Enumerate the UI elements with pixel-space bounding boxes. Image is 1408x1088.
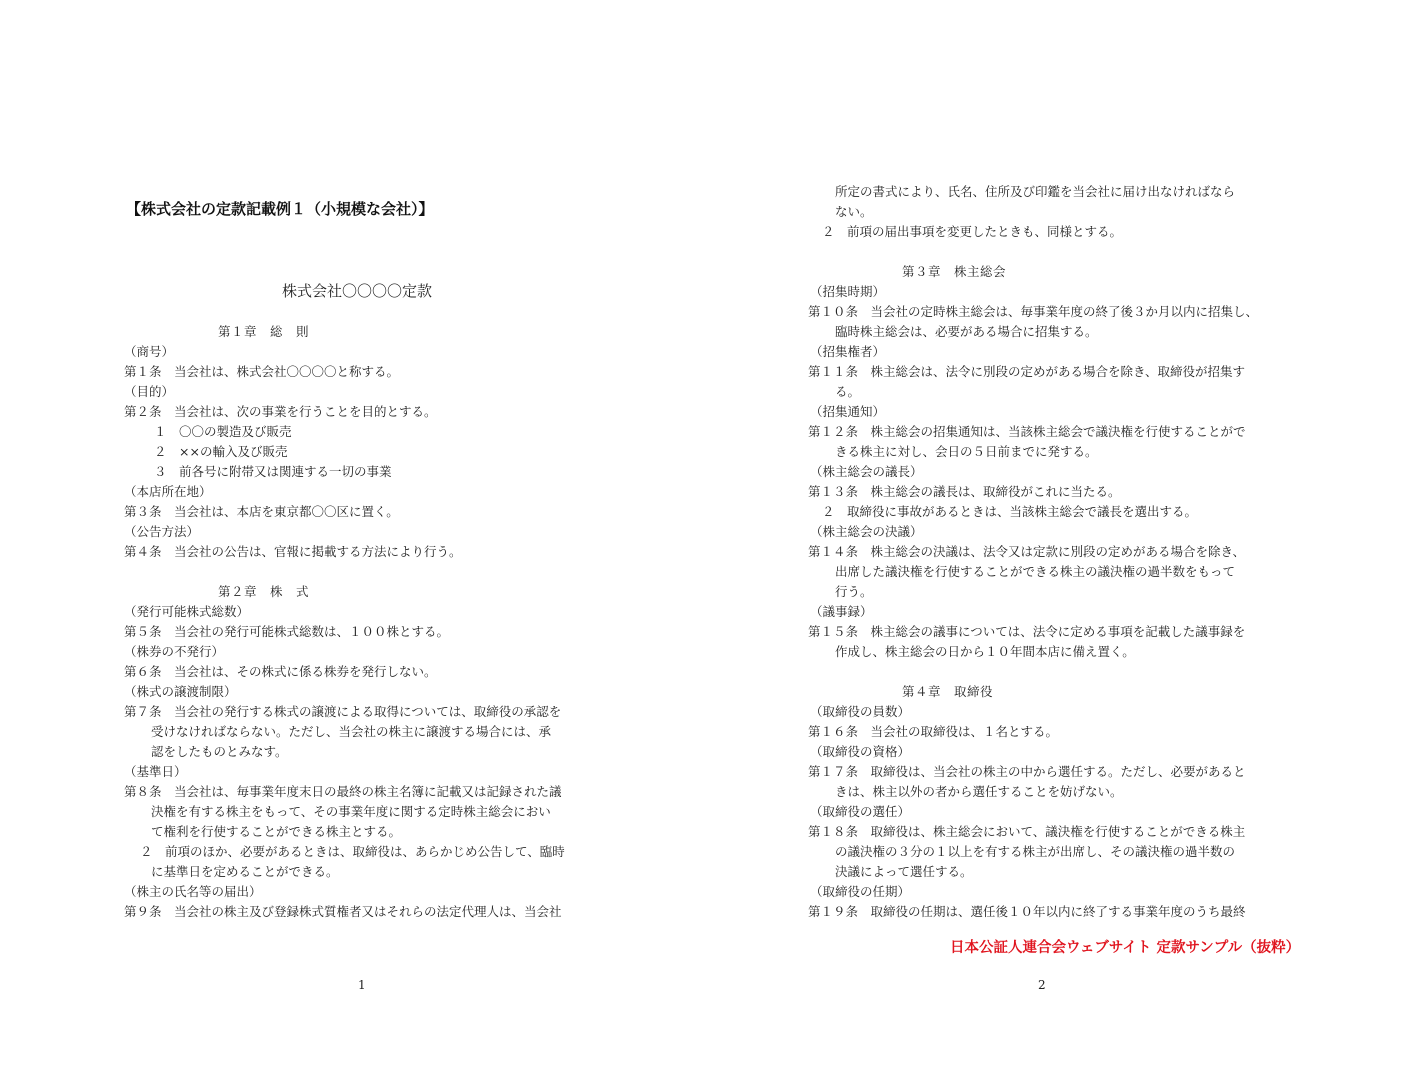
text-line: （招集通知） — [810, 404, 886, 419]
text-line: 行う。 — [835, 584, 873, 599]
text-line: 第３条 当会社は、本店を東京都〇〇区に置く。 — [124, 504, 399, 519]
text-line: 第１８条 取締役は、株主総会において、議決権を行使することができる株主 — [808, 824, 1246, 839]
chapter-heading: 第４章 取締役 — [902, 684, 994, 699]
text-line: 第１０条 当会社の定時株主総会は、毎事業年度の終了後３か月以内に招集し、 — [808, 304, 1259, 319]
text-line: 第５条 当会社の発行可能株式総数は、１００株とする。 — [124, 624, 450, 639]
text-line: 所定の書式により、氏名、住所及び印鑑を当会社に届け出なければなら — [835, 184, 1236, 199]
text-line: （株主の氏名等の届出） — [124, 884, 262, 899]
text-line: る。 — [835, 384, 861, 399]
articles-title: 株式会社〇〇〇〇定款 — [282, 282, 433, 300]
text-line: （発行可能株式総数） — [124, 604, 250, 619]
text-line: ２ ××の輸入及び販売 — [154, 444, 288, 459]
text-line: （株主総会の決議） — [810, 524, 923, 539]
text-line: 出席した議決権を行使することができる株主の議決権の過半数をもって — [835, 564, 1236, 579]
text-line: ３ 前各号に附帯又は関連する一切の事業 — [154, 464, 392, 479]
text-line: （商号） — [124, 344, 175, 359]
text-line: 認をしたものとみなす。 — [151, 744, 288, 759]
text-line: （目的） — [124, 384, 175, 399]
text-line: 第１９条 取締役の任期は、選任後１０年以内に終了する事業年度のうち最終 — [808, 904, 1246, 919]
text-line: （取締役の員数） — [810, 704, 911, 719]
text-line: １ 〇〇の製造及び販売 — [154, 424, 292, 439]
text-line: 作成し、株主総会の日から１０年間本店に備え置く。 — [835, 644, 1135, 659]
text-line: 第１５条 株主総会の議事については、法令に定める事項を記載した議事録を — [808, 624, 1246, 639]
text-line: （基準日） — [124, 764, 187, 779]
text-line: 第８条 当会社は、毎事業年度末日の最終の株主名簿に記載又は記録された議 — [124, 784, 562, 799]
text-line: （本店所在地） — [124, 484, 212, 499]
text-line: （株券の不発行） — [124, 644, 225, 659]
text-line: 第１３条 株主総会の議長は、取締役がこれに当たる。 — [808, 484, 1121, 499]
text-line: （招集権者） — [810, 344, 886, 359]
chapter-heading: 第１章 総 則 — [218, 324, 310, 339]
text-line: 第１６条 当会社の取締役は、１名とする。 — [808, 724, 1059, 739]
document-heading: 【株式会社の定款記載例１（小規模な会社）】 — [126, 200, 434, 218]
text-line: きる株主に対し、会日の５日前までに発する。 — [835, 444, 1098, 459]
text-line: （公告方法） — [124, 524, 200, 539]
page-number: 1 — [358, 978, 366, 992]
text-line: ２ 取締役に事故があるときは、当該株主総会で議長を選出する。 — [822, 504, 1198, 519]
text-line: 第６条 当会社は、その株式に係る株券を発行しない。 — [124, 664, 437, 679]
source-note: 日本公証人連合会ウェブサイト 定款サンプル（抜粋） — [950, 940, 1301, 956]
chapter-heading: 第２章 株 式 — [218, 584, 310, 599]
page-2 — [704, 0, 1408, 1088]
text-line: （株主総会の議長） — [810, 464, 923, 479]
text-line: （取締役の資格） — [810, 744, 911, 759]
text-line: ２ 前項のほか、必要があるときは、取締役は、あらかじめ公告して、臨時 — [140, 844, 565, 859]
text-line: きは、株主以外の者から選任することを妨げない。 — [835, 784, 1123, 799]
text-line: （株式の譲渡制限） — [124, 684, 237, 699]
text-line: に基準日を定めることができる。 — [151, 864, 339, 879]
text-line: 第４条 当会社の公告は、官報に掲載する方法により行う。 — [124, 544, 462, 559]
text-line: 第１４条 株主総会の決議は、法令又は定款に別段の定めがある場合を除き、 — [808, 544, 1246, 559]
text-line: 臨時株主総会は、必要がある場合に招集する。 — [835, 324, 1098, 339]
text-line: （招集時期） — [810, 284, 886, 299]
text-line: （議事録） — [810, 604, 873, 619]
text-line: （取締役の任期） — [810, 884, 911, 899]
text-line: て権利を行使することができる株主とする。 — [151, 824, 402, 839]
text-line: 第２条 当会社は、次の事業を行うことを目的とする。 — [124, 404, 437, 419]
text-line: の議決権の３分の１以上を有する株主が出席し、その議決権の過半数の — [835, 844, 1236, 859]
text-line: 第１２条 株主総会の招集通知は、当該株主総会で議決権を行使することがで — [808, 424, 1246, 439]
text-line: 第９条 当会社の株主及び登録株式質権者又はそれらの法定代理人は、当会社 — [124, 904, 562, 919]
text-line: 決議によって選任する。 — [835, 864, 973, 879]
text-line: 第１７条 取締役は、当会社の株主の中から選任する。ただし、必要があると — [808, 764, 1246, 779]
text-line: ない。 — [835, 204, 873, 219]
text-line: 第７条 当会社の発行する株式の譲渡による取得については、取締役の承認を — [124, 704, 562, 719]
text-line: ２ 前項の届出事項を変更したときも、同様とする。 — [822, 224, 1123, 239]
text-line: 決権を有する株主をもって、その事業年度に関する定時株主総会におい — [151, 804, 551, 819]
text-line: 第１条 当会社は、株式会社〇〇〇〇と称する。 — [124, 364, 400, 379]
chapter-heading: 第３章 株主総会 — [902, 264, 1007, 279]
text-line: （取締役の選任） — [810, 804, 911, 819]
text-line: 第１１条 株主総会は、法令に別段の定めがある場合を除き、取締役が招集す — [808, 364, 1246, 379]
page-number: 2 — [1038, 978, 1046, 992]
text-line: 受けなければならない。ただし、当会社の株主に譲渡する場合には、承 — [151, 724, 552, 739]
